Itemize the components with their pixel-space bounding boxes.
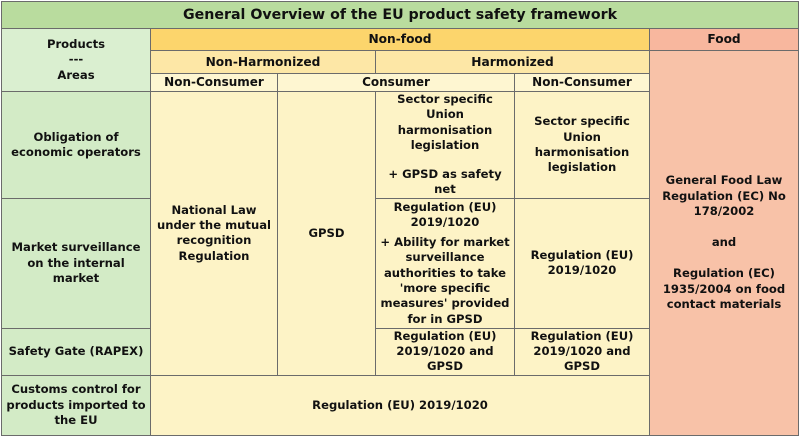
non-consumer-header-2: Non-Consumer <box>515 74 650 92</box>
national-law-cell: National Law under the mutual recognition Regulation <box>151 92 278 376</box>
nonfood-header: Non-food <box>151 29 650 51</box>
row-label-market-surveillance: Market surveillance on the internal market <box>2 198 151 328</box>
dashes-label: --- <box>68 52 84 67</box>
customs-nonfood-cell: Regulation (EU) 2019/1020 <box>151 375 650 435</box>
products-areas-header <box>2 29 151 92</box>
sector-legislation-text: Sector specific Union harmonisation legislation <box>397 92 493 152</box>
regulation-2019-1020-text: Regulation (EU) 2019/1020 <box>393 199 497 229</box>
safety-nonconsumer-cell: Regulation (EU) 2019/1020 and GPSD <box>515 328 650 375</box>
areas-label: Areas <box>57 67 95 82</box>
products-label: Products <box>46 37 106 52</box>
row-label-safety-gate: Safety Gate (RAPEX) <box>2 328 151 375</box>
obligation-nonconsumer-cell: Sector specific Union harmonisation legislation <box>515 92 650 199</box>
specific-measures-text: + Ability for market surveillance authorities to take 'more specific measures' provided for in GPSD <box>380 235 510 326</box>
market-consumer-cell <box>376 198 515 328</box>
consumer-header: Consumer <box>278 74 515 92</box>
table-title: General Overview of the EU product safety framework <box>2 2 799 29</box>
safety-consumer-cell: Regulation (EU) 2019/1020 and GPSD <box>376 328 515 375</box>
harmonized-header: Harmonized <box>376 51 650 74</box>
general-food-law-text: General Food Law Regulation (EC) No 178/2002 <box>662 173 786 218</box>
non-harmonized-header: Non-Harmonized <box>151 51 376 74</box>
food-contact-regulation-text: Regulation (EC) 1935/2004 on food contact materials <box>662 266 786 312</box>
eu-product-safety-table <box>1 1 799 436</box>
gpsd-cell: GPSD <box>278 92 376 376</box>
food-header: Food <box>650 29 799 51</box>
market-nonconsumer-cell: Regulation (EU) 2019/1020 <box>515 198 650 328</box>
food-regulation-cell <box>650 51 799 436</box>
and-text: and <box>711 235 737 250</box>
non-consumer-header-1: Non-Consumer <box>151 74 278 92</box>
obligation-consumer-cell <box>376 92 515 199</box>
row-label-customs: Customs control for products imported to the EU <box>2 375 151 435</box>
row-label-obligation: Obligation of economic operators <box>2 92 151 199</box>
gpsd-safety-net-text: + GPSD as safety net <box>388 167 502 197</box>
